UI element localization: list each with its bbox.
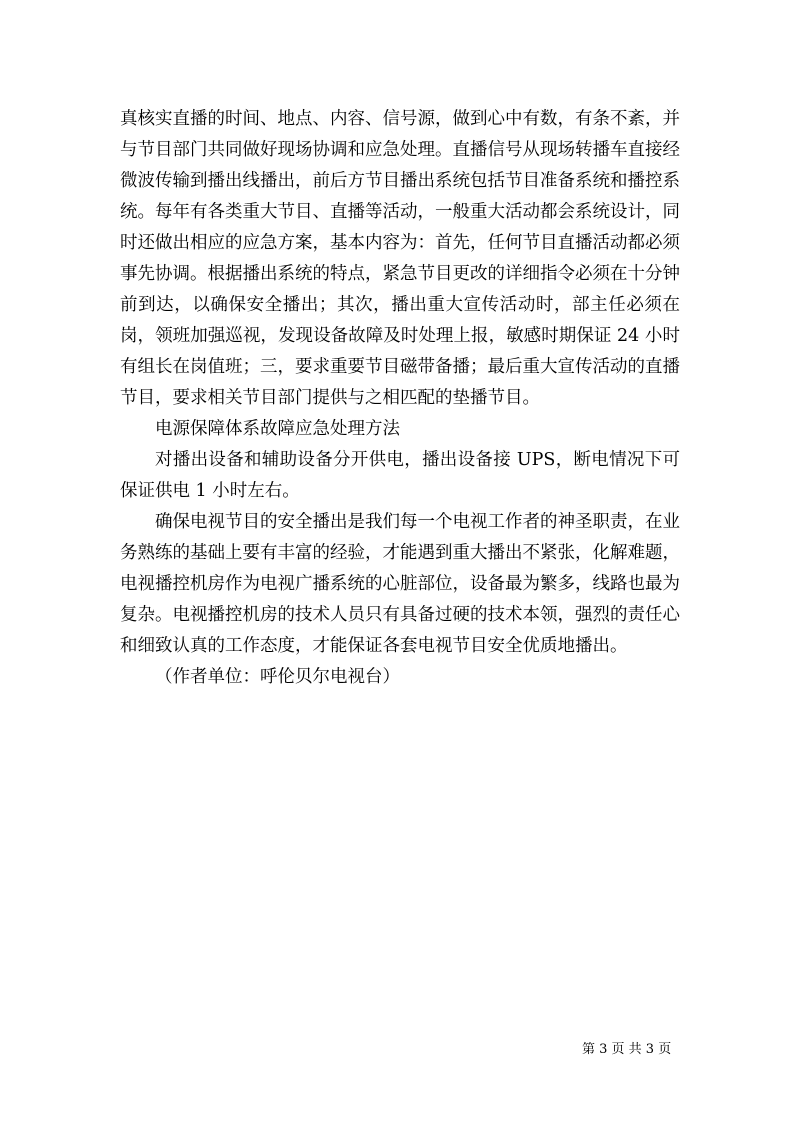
author-affiliation: （作者单位：呼伦贝尔电视台）: [155, 667, 400, 687]
document-body: [120, 104, 680, 693]
paragraph-power-supply: 对播出设备和辅助设备分开供电，播出设备接 UPS，断电情况下可保证供电 1 小时左右。: [120, 450, 680, 501]
paragraph-conclusion: 确保电视节目的安全播出是我们每一个电视工作者的神圣职责，在业务熟练的基础上要有丰富的经验，才能遇到重大播出不紧张，化解难题，电视播控机房作为电视广播系统的心脏部位，设备最为繁多，线路也最为复杂。电视播控机房的技术人员只有具备过硬的技术本领，强烈的责任心和细致认真的工作态度，才能保证各套电视节目安全优质地播出。: [120, 512, 680, 656]
page-number-footer: 第 3 页 共 3 页: [582, 1042, 672, 1057]
paragraph-continuation: 真核实直播的时间、地点、内容、信号源，做到心中有数，有条不紊，并与节目部门共同做好现场协调和应急处理。直播信号从现场转播车直接经微波传输到播出线播出，前后方节目播出系统包括节目准备系统和播控系统。每年有各类重大节目、直播等活动，一般重大活动都会系统设计，同时还做出相应的应急方案，基本内容为：首先，任何节目直播活动都必须事先协调。根据播出系统的特点，紧急节目更改的详细指令必须在十分钟前到达，以确保安全播出；其次，播出重大宣传活动时，部主任必须在岗，领班加强巡视，发现设备故障及时处理上报，敏感时期保证 24 小时有组长在岗值班；三，要求重要节目磁带备播；最后重大宣传活动的直播节目，要求相关节目部门提供与之相匹配的垫播节目。: [120, 109, 680, 408]
section-heading-power-supply: 电源保障体系故障应急处理方法: [155, 419, 400, 439]
